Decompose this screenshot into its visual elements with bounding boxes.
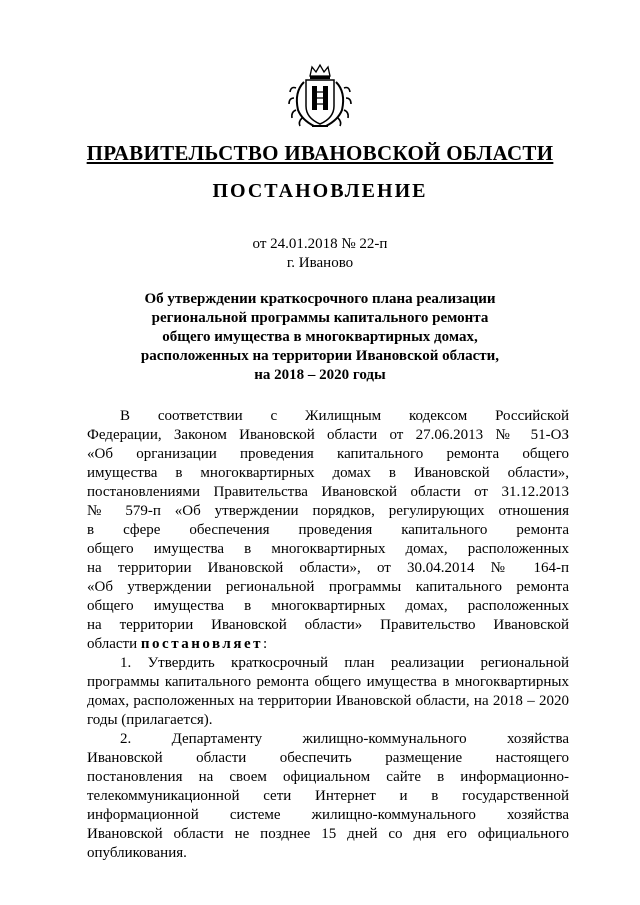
item-2-paragraph — [87, 730, 569, 863]
body-line: 2. Департаменту жилищно-коммунального хозяйства — [120, 731, 569, 747]
body-line: Ивановской области обеспечить размещение настоящего — [87, 750, 569, 766]
body-line: телекоммуникационной сети Интернет и в государственной — [87, 788, 569, 804]
body-line — [87, 635, 569, 654]
body-line: «Об организации проведения капитального ремонта общего — [87, 446, 569, 462]
preamble-paragraph — [87, 407, 569, 654]
preamble-end: области — [87, 636, 141, 652]
body-line: опубликования. — [87, 845, 187, 861]
body-line: в сфере обеспечения проведения капитального ремонта — [87, 522, 569, 538]
body-line: программы капитального ремонта общего имущества в многоквартирных — [87, 674, 569, 690]
subject-line: Об утверждении краткосрочного плана реализации — [144, 291, 496, 307]
body-line: годы (прилагается). — [87, 712, 213, 728]
body-line: домах, расположенных на территории Ивановской области, на 2018 – 2020 — [87, 693, 569, 709]
body-line: постановления на своем официальном сайте в информационно- — [87, 769, 569, 785]
document-body — [87, 407, 569, 863]
subject-line: общего имущества в многоквартирных домах, — [162, 329, 478, 345]
body-line: «Об утверждении региональной программы капитального ремонта — [87, 579, 569, 595]
body-line: на территории Ивановской области» Правительство Ивановской — [87, 617, 569, 633]
resolves-word: постановляет — [140, 636, 263, 652]
body-line: на территории Ивановской области», от 30.04.2014 № 164-п — [87, 560, 569, 576]
body-line: Федерации, Законом Ивановской области от 27.06.2013 № 51-ОЗ — [87, 427, 569, 443]
resolves-colon: : — [263, 636, 268, 652]
document-meta — [0, 235, 640, 273]
body-line: 1. Утвердить краткосрочный план реализации региональной — [120, 655, 569, 671]
body-line: Ивановской области не позднее 15 дней со дня его официального — [87, 826, 569, 842]
body-line: постановлениями Правительства Ивановской области от 31.12.2013 — [87, 484, 569, 500]
item-1-paragraph — [87, 654, 569, 730]
subject-line: расположенных на территории Ивановской области, — [140, 348, 500, 364]
subject-line: региональной программы капитального ремонта — [151, 310, 489, 326]
document-type-title: ПОСТАНОВЛЕНИЕ — [212, 180, 428, 202]
organization-title: ПРАВИТЕЛЬСТВО ИВАНОВСКОЙ ОБЛАСТИ — [86, 141, 554, 165]
city: г. Иваново — [286, 255, 354, 271]
document-subject — [0, 290, 640, 385]
coat-of-arms-icon — [288, 62, 352, 130]
body-line: В соответствии с Жилищным кодексом Российской — [120, 408, 569, 424]
body-line: имущества в многоквартирных домах в Ивановской области», — [87, 465, 569, 481]
body-line: общего имущества в многоквартирных домах, расположенных — [87, 541, 569, 557]
body-line: информационной системе жилищно-коммунального хозяйства — [87, 807, 569, 823]
subject-line: на 2018 – 2020 годы — [254, 367, 386, 383]
date-and-number: от 24.01.2018 № 22-п — [252, 236, 388, 252]
body-line: общего имущества в многоквартирных домах, расположенных — [87, 598, 569, 614]
body-line: № 579-п «Об утверждении порядков, регулирующих отношения — [87, 503, 569, 519]
